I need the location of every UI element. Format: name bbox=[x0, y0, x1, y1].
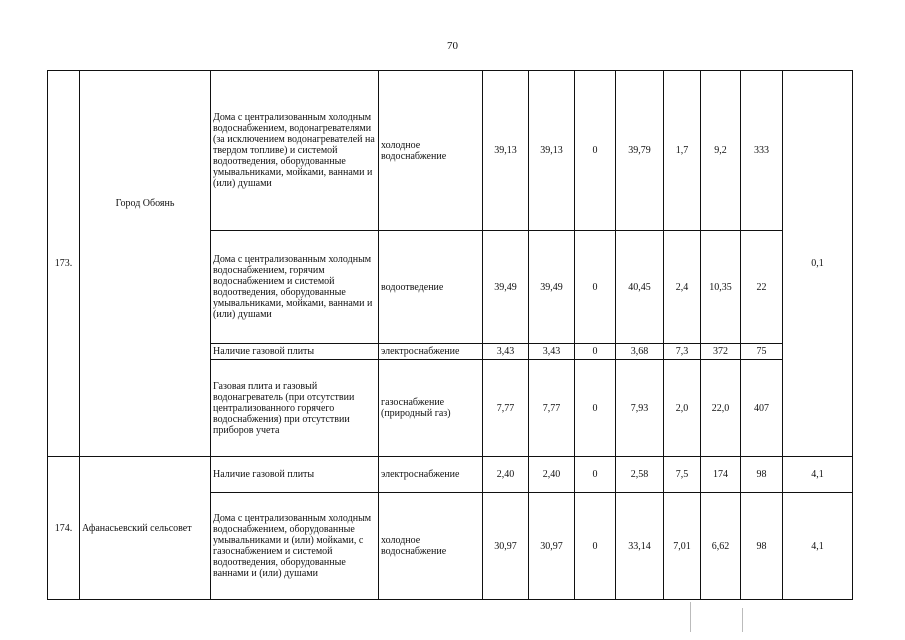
value-cell: 0 bbox=[575, 360, 616, 457]
value-cell: 33,14 bbox=[616, 493, 664, 600]
resource-cell: холодное водоснабжение bbox=[379, 493, 483, 600]
description-cell: Дома с централизованным холодным водоснабжением, водонагревателями (за исключением водонагревателей на твердом топливе) и системой водоотведения, оборудованные умывальниками, мойками, ваннами и (или) душами bbox=[211, 71, 379, 231]
settlement-name: Город Обоянь bbox=[80, 71, 211, 457]
resource-cell: электроснабжение bbox=[379, 344, 483, 360]
coefficient-cell: 4,1 bbox=[783, 457, 853, 493]
settlement-name: Афанасьевский сельсовет bbox=[80, 457, 211, 600]
value-cell: 9,2 bbox=[701, 71, 741, 231]
page-number: 70 bbox=[447, 40, 458, 52]
resource-cell: газоснабжение (природный газ) bbox=[379, 360, 483, 457]
row-number: 173. bbox=[48, 71, 80, 457]
value-cell: 3,43 bbox=[483, 344, 529, 360]
value-cell: 7,5 bbox=[664, 457, 701, 493]
row-number: 174. bbox=[48, 457, 80, 600]
value-cell: 0 bbox=[575, 344, 616, 360]
description-cell: Дома с централизованным холодным водоснабжением, горячим водоснабжением и системой водоотведения, оборудованные умывальниками, мойками, ваннами и (или) душами bbox=[211, 231, 379, 344]
value-cell: 372 bbox=[701, 344, 741, 360]
value-cell: 7,01 bbox=[664, 493, 701, 600]
resource-cell: холодное водоснабжение bbox=[379, 71, 483, 231]
tariff-table bbox=[47, 70, 853, 600]
value-cell: 39,49 bbox=[529, 231, 575, 344]
value-cell: 7,3 bbox=[664, 344, 701, 360]
description-cell: Наличие газовой плиты bbox=[211, 344, 379, 360]
value-cell: 7,77 bbox=[483, 360, 529, 457]
value-cell: 7,93 bbox=[616, 360, 664, 457]
value-cell: 3,43 bbox=[529, 344, 575, 360]
value-cell: 2,4 bbox=[664, 231, 701, 344]
description-cell: Газовая плита и газовый водонагреватель (при отсутствии централизованного горячего водоснабжения) при отсутствии приборов учета bbox=[211, 360, 379, 457]
value-cell: 39,49 bbox=[483, 231, 529, 344]
value-cell: 2,0 bbox=[664, 360, 701, 457]
value-cell: 333 bbox=[741, 71, 783, 231]
table-row bbox=[48, 71, 853, 231]
scan-artifact bbox=[742, 608, 743, 632]
value-cell: 39,13 bbox=[529, 71, 575, 231]
value-cell: 0 bbox=[575, 493, 616, 600]
value-cell: 40,45 bbox=[616, 231, 664, 344]
value-cell: 2,40 bbox=[529, 457, 575, 493]
value-cell: 30,97 bbox=[529, 493, 575, 600]
coefficient-cell: 4,1 bbox=[783, 493, 853, 600]
value-cell: 30,97 bbox=[483, 493, 529, 600]
table-row bbox=[48, 457, 853, 493]
value-cell: 0 bbox=[575, 71, 616, 231]
value-cell: 174 bbox=[701, 457, 741, 493]
value-cell: 2,58 bbox=[616, 457, 664, 493]
resource-cell: водоотведение bbox=[379, 231, 483, 344]
value-cell: 10,35 bbox=[701, 231, 741, 344]
value-cell: 2,40 bbox=[483, 457, 529, 493]
value-cell: 39,13 bbox=[483, 71, 529, 231]
value-cell: 0 bbox=[575, 231, 616, 344]
value-cell: 0 bbox=[575, 457, 616, 493]
value-cell: 22,0 bbox=[701, 360, 741, 457]
value-cell: 22 bbox=[741, 231, 783, 344]
resource-cell: электроснабжение bbox=[379, 457, 483, 493]
value-cell: 75 bbox=[741, 344, 783, 360]
value-cell: 98 bbox=[741, 493, 783, 600]
value-cell: 3,68 bbox=[616, 344, 664, 360]
value-cell: 98 bbox=[741, 457, 783, 493]
value-cell: 7,77 bbox=[529, 360, 575, 457]
description-cell: Дома с централизованным холодным водоснабжением, оборудованные умывальниками и (или) мойками, с газоснабжением и системой водоотведения, оборудованные ваннами и (или) душами bbox=[211, 493, 379, 600]
value-cell: 407 bbox=[741, 360, 783, 457]
description-cell: Наличие газовой плиты bbox=[211, 457, 379, 493]
value-cell: 6,62 bbox=[701, 493, 741, 600]
value-cell: 39,79 bbox=[616, 71, 664, 231]
scan-artifact bbox=[690, 602, 691, 632]
value-cell: 1,7 bbox=[664, 71, 701, 231]
coefficient-cell: 0,1 bbox=[783, 71, 853, 457]
